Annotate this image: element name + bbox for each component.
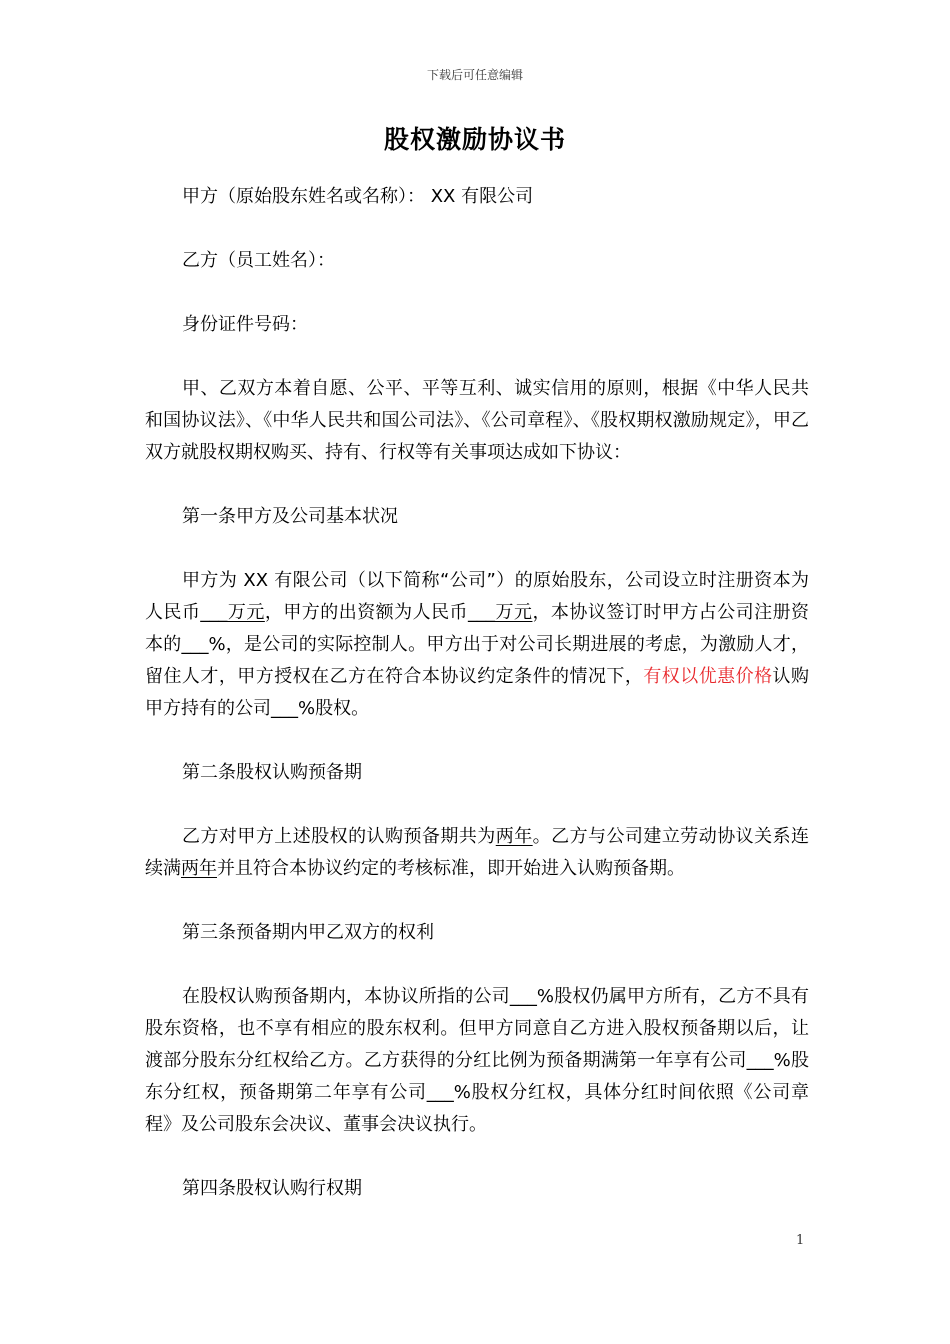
article2-underline-1: 两年	[495, 826, 533, 847]
preamble-paragraph: 甲、乙双方本着自愿、公平、平等互利、诚实信用的原则，根据《中华人民共和国协议法》、《中华人民共和国公司法》、《公司章程》、《股权期权激励规定》，甲乙双方就股权期权购买、持有、行权等有关事项达成如下协议：	[145, 378, 809, 463]
id-number-line: 身份证件号码：	[182, 314, 308, 335]
article1-text-2: ，甲方的出资额为人民币	[264, 602, 469, 623]
party-a-line: 甲方（原始股东姓名或名称）： XX 有限公司	[182, 186, 534, 207]
article2-text-3: 并且符合本协议约定的考核标准，即开始进入认购预备期。	[217, 858, 685, 879]
document-title: 股权激励协议书	[383, 125, 566, 154]
page-number: 1	[796, 1233, 805, 1248]
article1-text-4: 认购甲方持有的公司___%股权。	[145, 666, 810, 719]
header-note: 下载后可任意编辑	[426, 68, 523, 82]
article2-body	[145, 821, 809, 885]
party-b-line: 乙方（员工姓名）：	[182, 250, 335, 271]
article4-heading: 第四条股权认购行权期	[182, 1178, 362, 1199]
article2-text-2: 。乙方与公司建立劳动协议关系连续满	[145, 826, 810, 879]
article1-heading: 第一条甲方及公司基本状况	[182, 506, 398, 527]
article1-text-1: 甲方为 XX 有限公司（以下简称“公司”）的原始股东，公司设立时注册资本为人民币	[145, 570, 809, 623]
article1-blank-1: ___万元	[200, 602, 265, 623]
article2-heading: 第二条股权认购预备期	[182, 762, 362, 783]
article1-body	[145, 565, 809, 725]
article2-text-1: 乙方对甲方上述股权的认购预备期共为	[182, 826, 496, 847]
article3-heading: 第三条预备期内甲乙双方的权利	[182, 922, 434, 943]
article3-body: 在股权认购预备期内，本协议所指的公司___%股权仍属甲方所有，乙方不具有股东资格，也不享有相应的股东权利。但甲方同意自乙方进入股权预备期以后，让渡部分股东分红权给乙方。乙方获得的分红比例为预备期满第一年享有公司___%股东分红权，预备期第二年享有公司___%股权分红权，具体分红时间依照《公司章程》及公司股东会决议、董事会决议执行。	[145, 986, 809, 1135]
article2-underline-2: 两年	[181, 858, 217, 879]
article1-highlight: 有权以优惠价格	[643, 666, 773, 687]
article1-text-3: ，本协议签订时甲方占公司注册资本的___%，是公司的实际控制人。甲方出于对公司长期进展的考虑，为激励人才，留住人才，甲方授权在乙方在符合本协议约定条件的情况下，	[145, 602, 810, 687]
article1-blank-2: ___万元	[468, 602, 533, 623]
